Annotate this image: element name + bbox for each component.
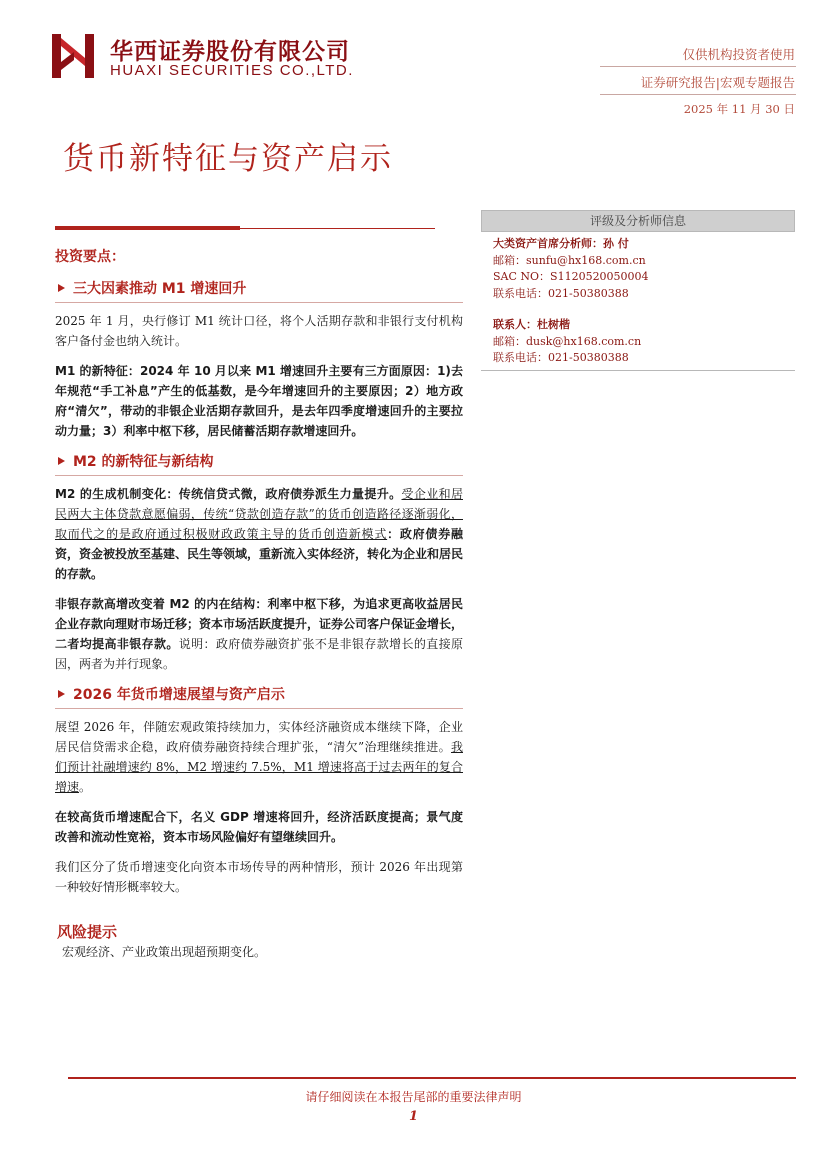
brand-name-en: HUAXI SECURITIES CO.,LTD. [110, 62, 354, 79]
key-points-label: 投资要点： [55, 249, 125, 265]
analyst-phone: 联系电话：021-50380388 [493, 286, 629, 300]
paragraph: 在较高货币增速配合下，名义 GDP 增速将回升，经济活跃度提高；景气度改善和流动性宽裕，资本市场风险偏好有望继续回升。 [55, 810, 463, 844]
header-divider [600, 94, 796, 95]
report-date: 2025 年 11 月 30 日 [683, 102, 795, 116]
legal-disclaimer-note: 请仔细阅读在本报告尾部的重要法律声明 [305, 1090, 522, 1104]
contact-name: 联系人：杜树楷 [493, 318, 570, 331]
contact-phone: 联系电话：021-50380388 [493, 351, 629, 364]
risk-heading: 风险提示 [57, 923, 118, 941]
triangle-bullet-icon [58, 457, 65, 465]
analyst-info-box [481, 210, 795, 371]
paragraph: 展望 2026 年，伴随宏观政策持续加力，实体经济融资成本继续下降，企业居民信贷需求企稳，政府债券融资持续合理扩张，“清欠”治理继续推进。我们预计社融增速约 8%，M2 增速约 7.5%，M1 增速将高于过去两年的复合增速。 [55, 720, 463, 794]
section-heading: 2026 年货币增速展望与资产启示 [55, 684, 463, 709]
analyst-box-heading: 评级及分析师信息 [481, 210, 795, 232]
report-title: 货币新特征与资产启示 [63, 141, 393, 177]
title-rule [240, 228, 435, 229]
footer-rule [68, 1077, 796, 1079]
page-number: 1 [408, 1109, 419, 1124]
paragraph: 2025 年 1 月，央行修订 M1 统计口径，将个人活期存款和非银行支付机构客户备付金也纳入统计。 [55, 314, 463, 348]
section-heading: M2 的新特征与新结构 [55, 451, 463, 476]
analyst-sac: SAC NO：S1120520050004 [493, 270, 649, 283]
analyst-email[interactable]: 邮箱：sunfu@hx168.com.cn [493, 253, 646, 267]
report-type: 证券研究报告|宏观专题报告 [640, 75, 795, 90]
audience-note: 仅供机构投资者使用 [682, 47, 795, 62]
key-points [55, 246, 463, 907]
paragraph: 我们区分了货币增速变化向资本市场传导的两种情形，预计 2026 年出现第一种较好情形概率较大。 [55, 860, 463, 894]
paragraph: 非银存款高增改变着 M2 的内在结构：利率中枢下移，为追求更高收益居民企业存款向理财市场迁移；资本市场活跃度提升，证券公司客户保证金增长，二者均提高非银存款。说明：政府债券融资扩张不是非银存款增长的直接原因，两者为并行现象。 [55, 597, 464, 671]
risk-text: 宏观经济、产业政策出现超预期变化。 [62, 945, 267, 959]
analyst-box-bottom-rule [481, 370, 795, 371]
header-divider [600, 66, 796, 67]
title-accent-bar [55, 226, 240, 230]
triangle-bullet-icon [58, 284, 65, 292]
triangle-bullet-icon [58, 690, 65, 698]
huaxi-logo-icon [52, 32, 94, 78]
contact-email[interactable]: 邮箱：dusk@hx168.com.cn [493, 334, 642, 348]
brand-name-cn: 华西证券股份有限公司 [110, 39, 350, 65]
paragraph: M2 的生成机制变化：传统信贷式微，政府债券派生力量提升。受企业和居民两大主体贷款意愿偏弱，传统“贷款创造存款”的货币创造路径逐渐弱化，取而代之的是政府通过积极财政政策主导的货币创造新模式：政府债券融资，资金被投放至基建、民生等领域，重新流入实体经济，转化为企业和居民的存款。 [55, 487, 464, 581]
paragraph: M1 的新特征：2024 年 10 月以来 M1 增速回升主要有三方面原因：1)去年规范“手工补息”产生的低基数，是今年增速回升的主要原因；2）地方政府“清欠”，带动的非银企业活期存款回升，是去年四季度增速回升的主要拉动力量；3）利率中枢下移，居民储蓄活期存款增速回升。 [55, 364, 463, 438]
section-heading: 三大因素推动 M1 增速回升 [55, 278, 463, 303]
analyst-name: 大类资产首席分析师：孙 付 [493, 237, 629, 250]
